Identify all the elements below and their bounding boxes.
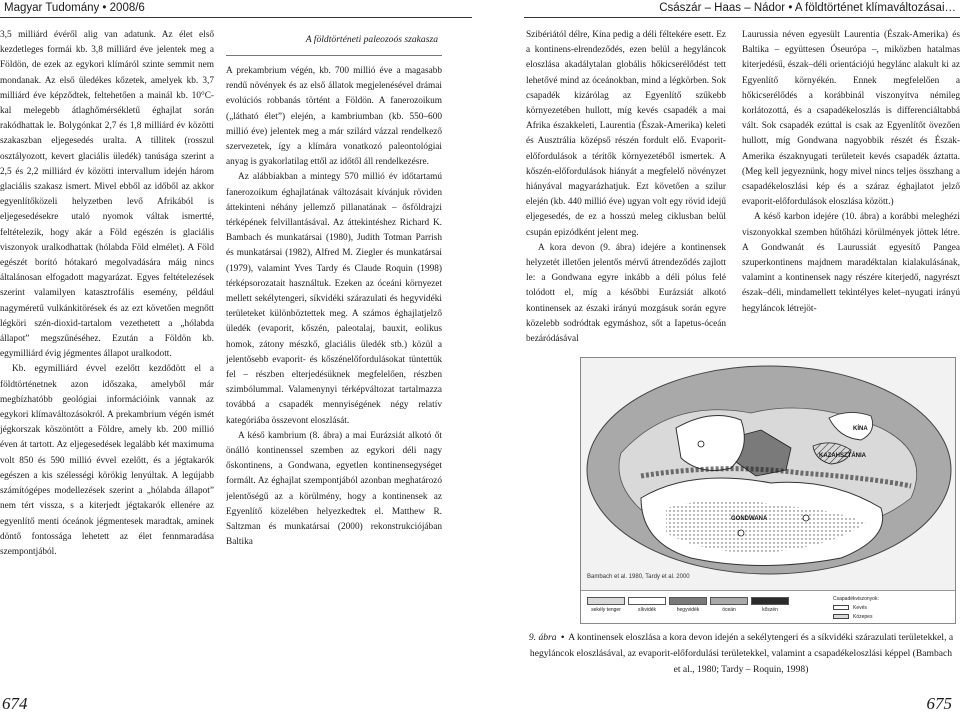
swatch-shallow-sea: [587, 597, 625, 605]
page-number-right: 675: [926, 694, 952, 713]
left-column-1: [0, 28, 214, 678]
legend-label: Kevés: [853, 604, 867, 611]
precipitation-row-medium: [833, 612, 953, 621]
legend-swatches: [587, 597, 792, 613]
paragraph: A prekambrium végén, kb. 700 millió éve a magasabb rendű növények és az első állatok megjelenésével drámai evolúciós robbanás történt a Földön. A fanerozoikum („látható élet”) elején, a kambriumban (kb. 550–600 millió éve) jelentek meg a már szilárd vázzal rendelkező szervezetek, így a klímára vonatkozó paleontológiai anyag is gyakorlatilag ettől az időtől áll rendelkezésre.: [226, 66, 442, 168]
legend-label: hegyvidék: [676, 607, 700, 613]
paragraph: Szibériától délre, Kína pedig a déli féltekére esett. Ez a kontinens-elrendeződés, ezen belül a hegyláncok eloszlása akadálytalan globális hőkicserélődést tett lehetővé mind az óceánokban, mind a légkörben. Sok csapadék kizárólag az Egyenlítő szűkebb környezetében hullott, míg kevés csapadék a mai Afrika északkeleti, Laurentia (Észak-Amerika) keleti és Ausztrália középső részén fordult elő. Evaporit-előfordulások a térítők környezetéből ismertek. A kőszén-előfordulások hiányát a megfelelő növényzet hiányával magyarázhatjuk. Ezt követően a szilur elején (kb. 440 millió éve) ugyan volt egy rövid idejű eljegesedés, de ez a hosszú meleg ciklusban belül csupán epizódként jelent meg.: [526, 30, 726, 238]
paragraph: 3,5 milliárd évéről alig van adatunk. Az élet első kezdetleges formái kb. 3,8 milliárd éve jelentek meg a Földön, de ezek az egykori klímáról szinte semmit nem mondanak. Az első üledékes kőzetek, amelyek kb. 3,7 milliárd éve képződtek, feltehetően a mainál kb. 10°C-kal melegebb átlaghőmérsékletű éghajlat során rakódhattak le. Bolygónkat 2,7 és 1,8 milliárd év közötti szakaszban eljegesedés uralta. A tillitek (rosszul osztályozott, kevert glaciális üledék) tanúsága szerint a 2,5 és 2,2 milliárd év közötti intervallum idején három glaciális szakasz ismert. Mivel ebből az időből az akkor egyenlítőközeli helyzetben levő Afrikából is eljegesedésekre utaló nyomok váltak ismertté, feltételezik, hogy akár a Föld egészén is glaciális viszonyok uralkodhattak (hólabda Föld elmélet). A Föld egészét borító hótakaró megolvadására máig nincs általánosan elfogadott magyarázat. Egyes feltételezések szerint valamilyen katasztrofális esemény, például nagyméretű vulkánkitörések és az ezt követően megnőtt légköri szén-dioxid-tartalom vezethetett a „hólabda állapot” megszűnéséhez. Ezután a Földön kb. egymilliárd évig jégmentes állapot uralkodott.: [0, 30, 214, 360]
swatch-coal: [751, 597, 789, 605]
paragraph: Laurussia néven egyesült Laurentia (Észak-Amerika) és Baltika – együttesen Óseurópa –, miközben hatalmas kiterjedésű, észak–déli orientációjú hegylánc alakult ki az Egyenlítő környékén. Ennek megfelelően a hőkicserélődés a korábbinál viszonyítva némileg korlátozottá, és a csapadékeloszlás is differenciáltabbá vált. Sok csapadék ezúttal is csak az Egyenlítőt övezően hullott, míg Gondwana nagyobbik részét és Észak-Amerika északnyugati területeit kevés csapadék áztatta. (Meg kell jegyeznünk, hogy mivel nincs teljes összhang a csapadékeloszlási kép és a száraz éghajlatot jelző evaporit-előfordulások eloszlása között.): [742, 30, 960, 208]
running-header-right: Császár – Haas – Nádor • A földtörténet klímaváltozásai…: [659, 2, 956, 14]
map-legend: [581, 590, 955, 624]
map-label-gondwana: GONDWANA: [731, 516, 768, 522]
precipitation-row-low: [833, 603, 953, 612]
map-label-china: KÍNA: [853, 426, 868, 432]
caption-text: A kontinensek eloszlása a kora devon idején a sekélytengeri és a síkvidéki szárazulati területekkel, a hegyláncok eloszlásával, az evaporit-előfordulási területekkel, valamint a csapadékeloszlási képpel (Bambach et al., 1980; Tardy – Roquin, 1998): [529, 632, 954, 675]
legend-item-shallow-sea: [587, 597, 625, 613]
right-column-2: [742, 28, 960, 358]
left-column-2-body: [226, 64, 442, 639]
legend-item-coal: [751, 597, 789, 613]
left-column-2: [226, 28, 442, 668]
evaporite-symbol: [738, 530, 744, 536]
swatch-mountains: [669, 597, 707, 605]
legend-label: óceán: [722, 607, 736, 613]
right-page: [480, 0, 960, 720]
paragraph: A kora devon (9. ábra) idejére a kontinensek helyzetét illetően jelentős mérvű átrendeződés zajlott le: a Gondwana egyre inkább a déli pólus felé tolódott el, míg a későbbi Eurázsiát alkotó kontinensek az északi irányú mozgásuk során egyre közelebb sodródtak egymáshoz, sőt a Iapetus-óceán bezáródásával: [526, 242, 726, 345]
figure-number: 9. ábra: [528, 632, 557, 643]
paragraph: A késő karbon idejére (10. ábra) a korábbi meleghézi viszonyokkal szemben hűtőházi körülmények jöttek létre. A Gondwanát és Laurussiát egyesítő Pangea szuperkontinens majdnem maradéktalan kialakulásának, valamint a kontinensek nagy részére kiterjedő, nagyrészt észak–déli, mindamellett tekintélyes kelet–nyugati irányú hegyláncok létrejöt-: [742, 212, 960, 314]
laurussia-landmass: [676, 416, 744, 471]
legend-label: Közepes: [853, 613, 873, 620]
evaporite-symbol: [698, 441, 704, 447]
map-illustration: [581, 358, 956, 590]
right-column-1: [526, 28, 726, 353]
precipitation-legend-title: Csapadékviszonyok:: [833, 595, 879, 602]
map-label-kazakhstania: KAZAHSZTÁNIA: [819, 453, 866, 459]
section-heading: A földtörténeti paleozoós szakasza: [226, 28, 442, 56]
legend-item-ocean: [710, 597, 748, 613]
legend-label: sekély tenger: [591, 607, 621, 613]
legend-label: síkvidék: [637, 607, 657, 613]
caption-bullet: •: [560, 632, 565, 643]
figure-credit: Bambach et al. 1980, Tardy et al. 2000: [587, 574, 690, 580]
page-number-left: 674: [2, 694, 28, 713]
paragraph: A késő kambrium (8. ábra) a mai Eurázsiát alkotó őt önálló kontinenssel szemben az egykori déli nagy őskontinens, a Gondwana, egyetlen kontinensegységet formált. Az éghajlat szempontjából azonban meghatározó jelentőségű az a körülmény, hogy a kontinensek az Egyenlítő közelében helyezkedtek el. Matthew R. Saltzman és munkatársai (2000) rekonstrukciójában Baltika: [226, 430, 442, 548]
swatch-precip-low: [833, 605, 849, 610]
legend-item-lowland: [628, 597, 666, 613]
figure-caption: [528, 630, 954, 678]
evaporite-symbol: [803, 515, 809, 521]
paragraph: Az alábbiakban a mintegy 570 millió év időtartamú fanerozoikum éghajlatának változásait kívánjuk röviden áttekinteni néhány jellemző pillanatának – ősföldrajzi térképének felvillantásával. Az áttekintéshez Richard K. Bambach és munkatársai (1980), Judith Totman Parrish és munkatársai (1982), Alfred M. Ziegler és munkatársai (1979), valamint Yves Tardy és Claude Roquin (1998) térképsorozatait használtuk. Ezeken az óceáni környezet mellett sekélytengeri, síkvidéki szárazulati és hegyvidéki területeket különböztettek meg. A számos éghajlatjelző üledék (evaporit, kőszén, paleotalaj, bauxit, eolikus homok, zátony mészkő, glaciális üledék stb.) közül a jelentősebb evaporit- és kőszénelőfordulásokat tüntettük fel – részben elterjedésüknek megfelelően, részben szimbólummal. Valamenynyi térképváltozat tartalmazza továbbá a csapadék mennyiségének négy relatív kategóriába összevont eloszlását.: [226, 172, 442, 426]
paleogeographic-map-figure: [580, 357, 956, 624]
swatch-ocean: [710, 597, 748, 605]
legend-label: kőszén: [762, 607, 778, 613]
precipitation-legend: [833, 594, 953, 621]
running-header-left: Magyar Tudomány • 2008/6: [4, 2, 145, 14]
header-rule-left: [0, 17, 472, 18]
swatch-precip-medium: [833, 614, 849, 619]
header-rule-right: [524, 17, 960, 18]
swatch-lowland: [628, 597, 666, 605]
legend-item-mountains: [669, 597, 707, 613]
paragraph: Kb. egymilliárd évvel ezelőtt kezdődött el a földtörténetnek azon időszaka, amelyből már megbízhatóbb geológiai információink vannak az egykori klímaváltozásokról. A prekambrium végén ismét jégkorszak köszöntött a Földre, amely kb. 200 millió éven át tartott. Az eljegesedések legalább két maximuma volt 850 és 590 millió évvel ezelőtt, és a jégtakarók egészen a kis szélességi körökig lenyúltak. A legújabb számítógépes modellezések szerint a „hólabda állapot” nem tért vissza, s a kiterjedt jégtakarók ellenére az egyenlítő menti óceánok jégmentesek maradtak, aminek döntő fontossága lehetett az élet fennmaradása szempontjából.: [0, 364, 214, 557]
